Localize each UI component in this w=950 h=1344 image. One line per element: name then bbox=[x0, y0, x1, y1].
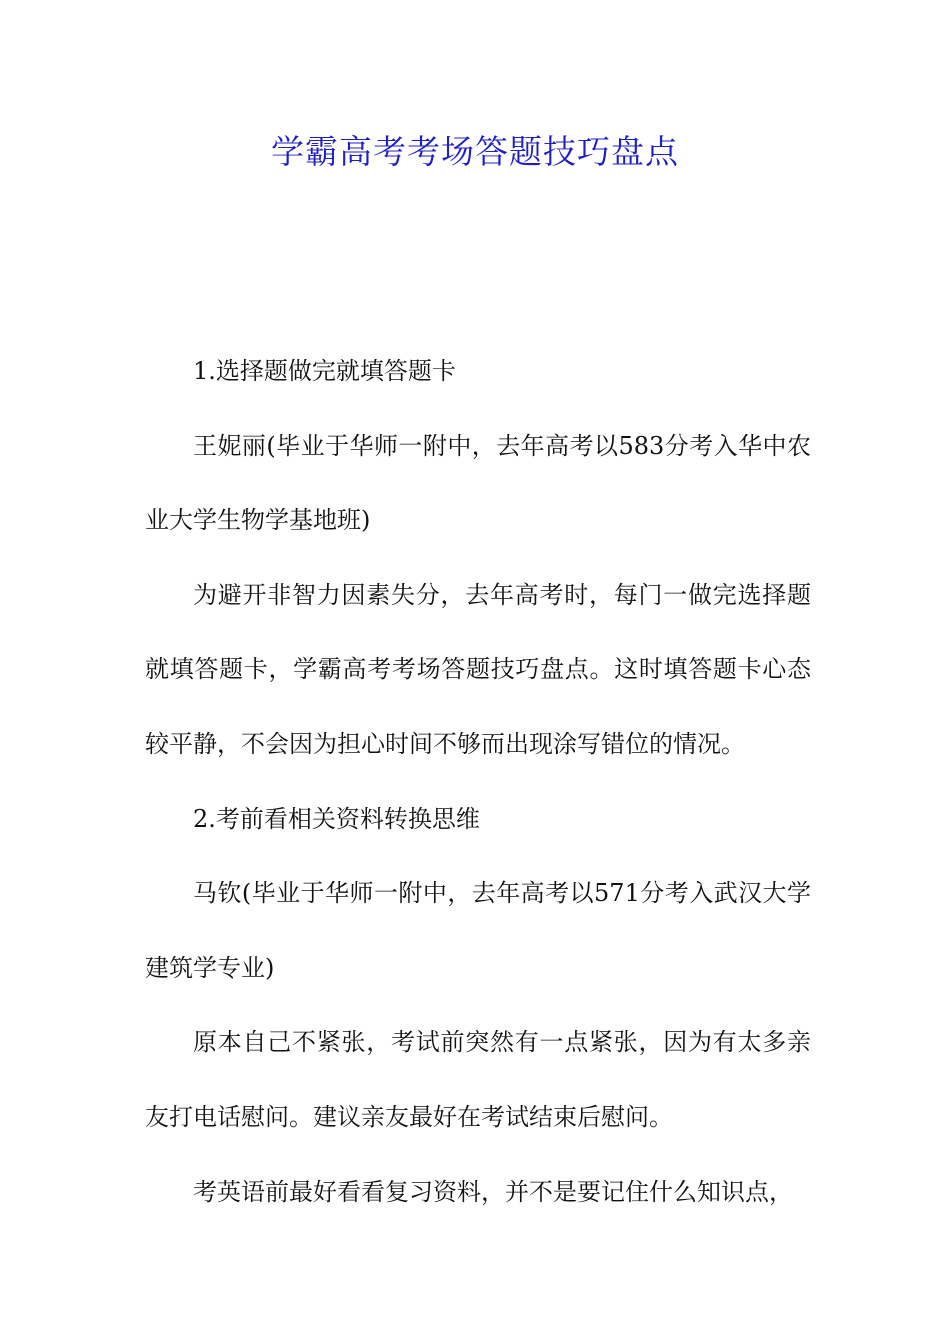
document-title: 学霸高考考场答题技巧盘点 bbox=[271, 132, 679, 171]
section-heading-2: 2.考前看相关资料转换思维 bbox=[193, 804, 480, 833]
paragraph-body-1: 为避开非智力因素失分，去年高考时，每门一做完选择题就填答题卡，学霸高考考场答题技巧盘点。这时填答题卡心态较平静，不会因为担心时间不够而出现涂写错位的情况。 bbox=[145, 580, 811, 758]
section-heading-1: 1.选择题做完就填答题卡 bbox=[193, 357, 456, 385]
paragraph-author-2: 马钦(毕业于华师一附中，去年高考以571分考入武汉大学建筑学专业) bbox=[145, 879, 811, 982]
paragraph-author-1: 王妮丽(毕业于华师一附中，去年高考以583分考入华中农业大学生物学基地班) bbox=[145, 431, 811, 535]
paragraph-body-3: 考英语前最好看看复习资料，并不是要记住什么知识点， bbox=[193, 1177, 793, 1206]
document-body bbox=[145, 334, 811, 1229]
paragraph-body-2: 原本自己不紧张，考试前突然有一点紧张，因为有太多亲友打电话慰问。建议亲友最好在考试结束后慰问。 bbox=[145, 1028, 811, 1131]
